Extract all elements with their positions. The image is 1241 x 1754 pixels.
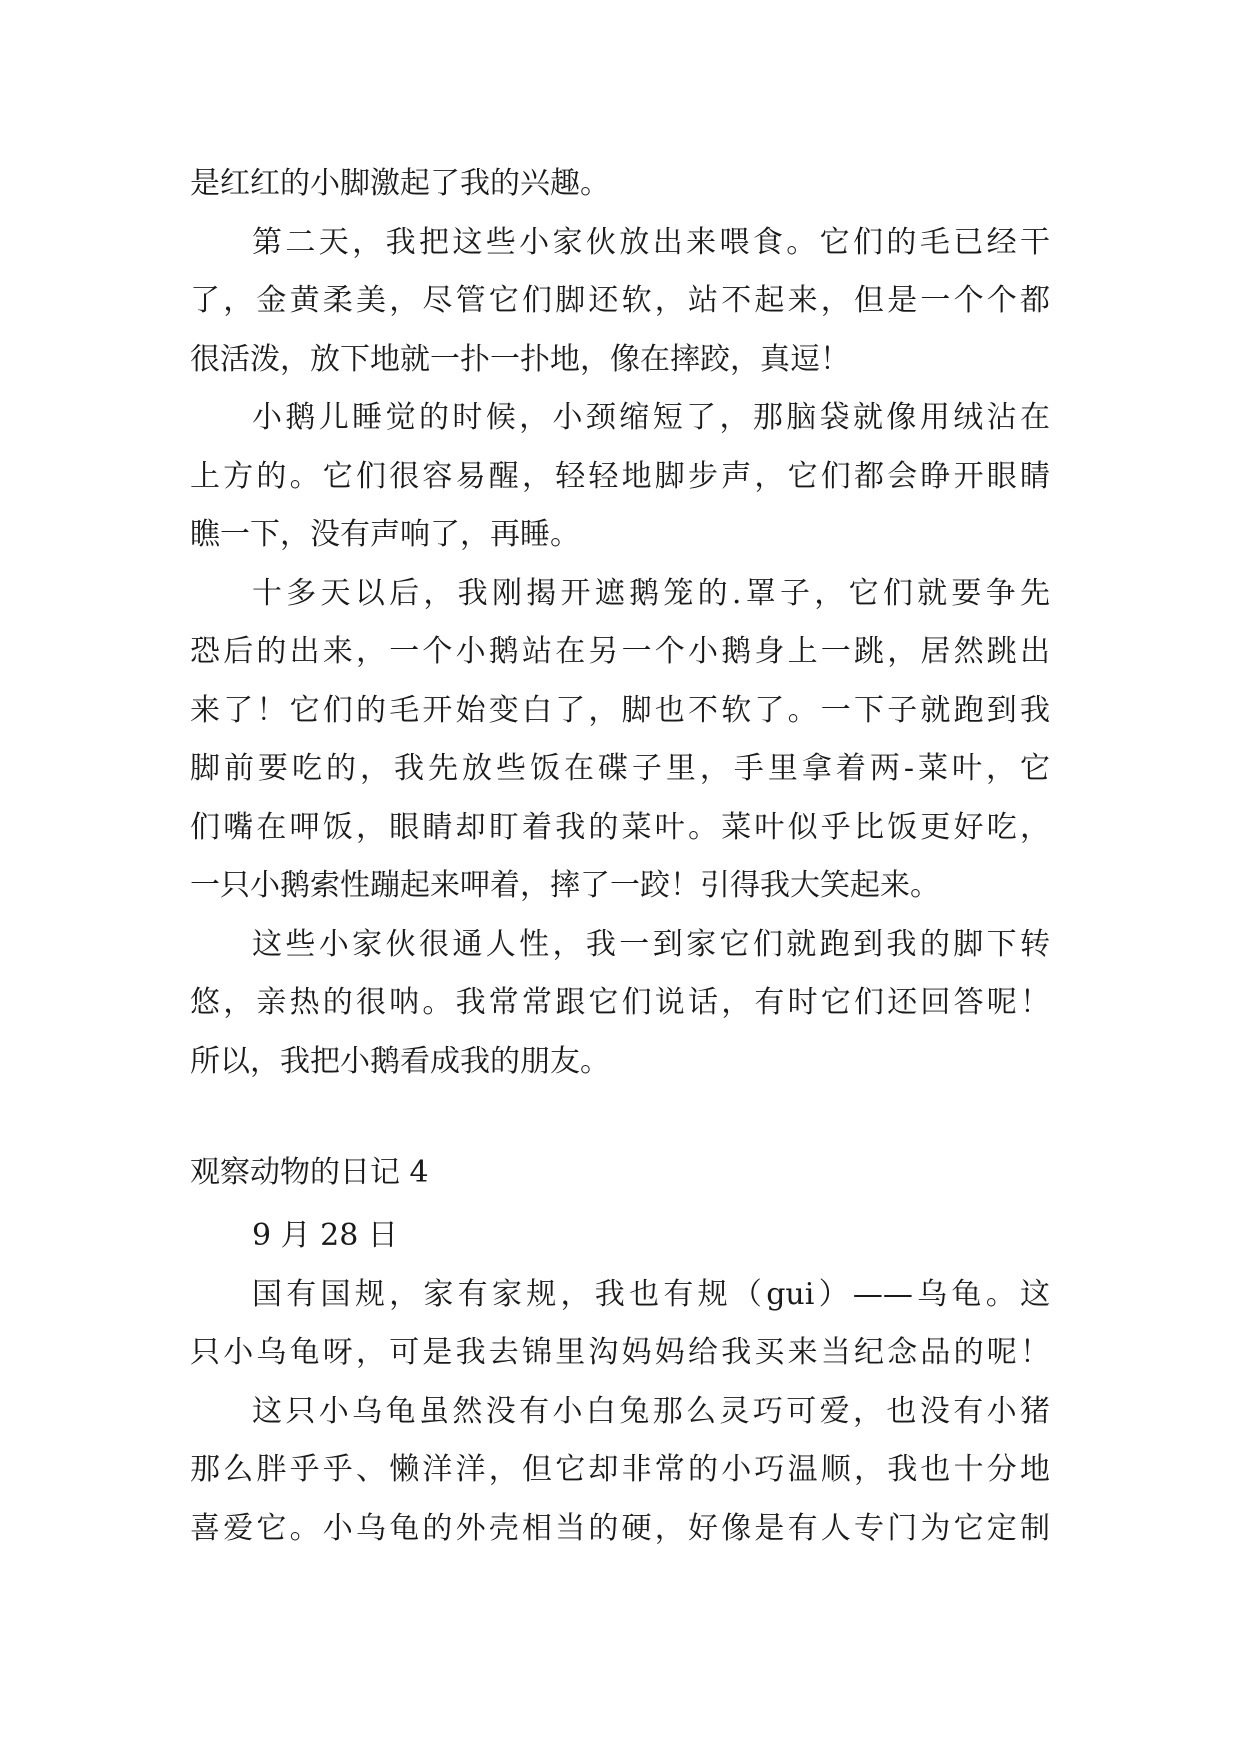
text-line: 来了！它们的毛开始变白了，脚也不软了。一下子就跑到我: [190, 692, 1050, 728]
paragraph-start-line: 这只小乌龟虽然没有小白兔那么灵巧可爱，也没有小猪: [252, 1393, 1050, 1429]
diary-text-block-1: [190, 155, 1050, 1091]
diary-date: 9 月 28 日: [252, 1218, 398, 1253]
text-line: 是红红的小脚激起了我的兴趣。: [190, 166, 610, 201]
paragraph-start-line: 国有国规，家有家规，我也有规（gui）——乌龟。这: [252, 1276, 1050, 1312]
text-line: 上方的。它们很容易醒，轻轻地脚步声，它们都会睁开眼睛: [190, 458, 1050, 494]
text-line: 只小乌龟呀，可是我去锦里沟妈妈给我买来当纪念品的呢！: [190, 1335, 1050, 1370]
text-line: 恐后的出来，一个小鹅站在另一个小鹅身上一跳，居然跳出: [190, 634, 1050, 669]
text-line: 了，金黄柔美，尽管它们脚还软，站不起来，但是一个个都: [190, 283, 1050, 318]
text-line: 瞧一下，没有声响了，再睡。: [190, 517, 580, 552]
text-line: 悠，亲热的很呐。我常常跟它们说话，有时它们还回答呢！: [190, 985, 1050, 1020]
text-line: 所以，我把小鹅看成我的朋友。: [190, 1043, 610, 1079]
paragraph-start-line: 第二天，我把这些小家伙放出来喂食。它们的毛已经干: [252, 224, 1050, 260]
text-line: 一只小鹅索性蹦起来呷着，摔了一跤！引得我大笑起来。: [190, 868, 940, 903]
text-line: 很活泼，放下地就一扑一扑地，像在摔跤，真逗！: [190, 341, 850, 377]
text-line: 脚前要吃的，我先放些饭在碟子里，手里拿着两-菜叶，它: [190, 751, 1050, 786]
paragraph-start-line: 十多天以后，我刚揭开遮鹅笼的.罩子，它们就要争先: [252, 575, 1050, 611]
paragraph-start-line: 这些小家伙很通人性，我一到家它们就跑到我的脚下转: [252, 926, 1050, 962]
diary-text-block-2: [190, 1207, 1050, 1558]
paragraph-start-line: 小鹅儿睡觉的时候，小颈缩短了，那脑袋就像用绒沾在: [252, 400, 1050, 435]
text-line: 那么胖乎乎、懒洋洋，但它却非常的小巧温顺，我也十分地: [190, 1452, 1050, 1487]
section-title: 观察动物的日记 4: [190, 1155, 429, 1190]
text-line: 们嘴在呷饭，眼睛却盯着我的菜叶。菜叶似乎比饭更好吃，: [190, 809, 1050, 845]
text-line: 喜爱它。小乌龟的外壳相当的硬，好像是有人专门为它定制: [190, 1510, 1050, 1546]
